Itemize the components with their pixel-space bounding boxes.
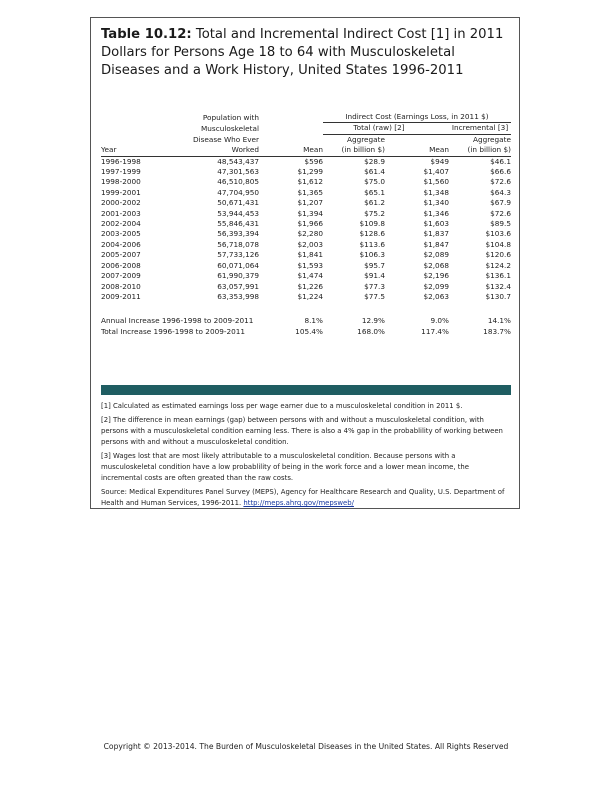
population-header-2: Musculoskeletal [201, 123, 259, 133]
header-row-3 [101, 134, 511, 145]
divider-band [101, 385, 511, 395]
copyright-footer: Copyright © 2013-2014. The Burden of Musculoskeletal Diseases in the United States. All Rights Reserved [103, 742, 509, 751]
population-cell: 50,671,431 [217, 198, 259, 208]
year-cell: 1999-2001 [101, 187, 141, 197]
total-aggregate-cell: $77.5 [364, 291, 385, 301]
footnote-1: [1] Calculated as estimated earnings loss per wage earner due to a musculoskeletal condition in 2011 $. [101, 402, 463, 410]
incremental-aggregate-cell: $103.6 [485, 229, 511, 239]
population-cell: 47,301,563 [217, 167, 259, 177]
incremental-header: Incremental [3] [449, 123, 511, 134]
population-cell: 57,733,126 [217, 250, 259, 260]
table-number: Table 10.12: [101, 27, 192, 42]
total-mean-cell: $1,365 [297, 187, 323, 197]
source-note [101, 487, 511, 509]
incremental-mean-cell: $949 [430, 156, 449, 166]
total-mean-header: Mean [259, 145, 323, 156]
year-cell: 1997-1999 [101, 167, 141, 177]
incremental-aggregate-cell: $124.2 [485, 260, 511, 270]
total-aggregate-cell: $61.4 [364, 167, 385, 177]
table-row [101, 271, 511, 281]
table-title [101, 26, 511, 80]
header-row-1 [101, 112, 511, 123]
total-mean-cell: $1,841 [297, 250, 323, 260]
total-aggregate-cell: $128.6 [359, 229, 385, 239]
year-cell: 1998-2000 [101, 177, 141, 187]
total-mean-cell: 105.4% [295, 326, 323, 336]
header-row-4 [101, 145, 511, 156]
table-row [101, 156, 511, 167]
summary-label: Annual Increase 1996-1998 to 2009-2011 [101, 316, 254, 326]
incremental-aggregate-header: Aggregate [472, 134, 511, 144]
population-cell: 48,543,437 [217, 156, 259, 166]
total-aggregate-cell: $77.3 [364, 281, 385, 291]
population-header-1: Population with [202, 112, 259, 122]
summary-row [101, 327, 511, 337]
total-mean-cell: $1,593 [297, 260, 323, 270]
incremental-aggregate-cell: $66.6 [490, 167, 511, 177]
total-mean-cell: $2,280 [297, 229, 323, 239]
table-row [101, 219, 511, 229]
total-aggregate-cell: $91.4 [364, 271, 385, 281]
incremental-mean-cell: $1,340 [423, 198, 449, 208]
table-row [101, 250, 511, 260]
total-aggregate-cell: $113.6 [359, 239, 385, 249]
population-cell: 63,353,998 [217, 291, 259, 301]
total-aggregate-header: Aggregate [346, 134, 385, 144]
year-cell: 2005-2007 [101, 250, 141, 260]
incremental-mean-cell: $1,407 [423, 167, 449, 177]
year-cell: 2001-2003 [101, 208, 141, 218]
total-mean-cell: $1,224 [297, 291, 323, 301]
incremental-in-billion-header: (in billion $) [449, 145, 511, 156]
total-aggregate-cell: $75.0 [364, 177, 385, 187]
total-aggregate-cell: $75.2 [364, 208, 385, 218]
footnotes [101, 401, 511, 512]
year-cell: 2002-2004 [101, 219, 141, 229]
table-row [101, 229, 511, 239]
total-mean-cell: 8.1% [304, 316, 323, 326]
indirect-cost-group-header: Indirect Cost (Earnings Loss, in 2011 $) [323, 112, 511, 123]
year-cell: 2007-2009 [101, 271, 141, 281]
meps-link[interactable]: http://meps.ahrq.gov/mepsweb/ [243, 499, 354, 508]
population-cell: 53,944,453 [217, 208, 259, 218]
year-cell: 2008-2010 [101, 281, 141, 291]
total-aggregate-cell: $109.8 [359, 219, 385, 229]
incremental-mean-cell: $1,348 [423, 187, 449, 197]
data-table [101, 112, 511, 337]
incremental-mean-cell: 117.4% [421, 326, 449, 336]
population-cell: 47,704,950 [217, 187, 259, 197]
incremental-mean-cell: $1,346 [423, 208, 449, 218]
total-in-billion-header: (in billion $) [323, 145, 385, 156]
summary-label: Total Increase 1996-1998 to 2009-2011 [101, 326, 246, 336]
population-cell: 63,057,991 [217, 281, 259, 291]
footnote-3: [3] Wages lost that are most likely attributable to a musculoskeletal condition. Because persons with a musculoskeletal condition have a low probablility of being in the work force and a lower mean income, the incremental costs are often greated than the raw costs. [101, 451, 470, 483]
incremental-aggregate-cell: $120.6 [485, 250, 511, 260]
table-panel [90, 17, 520, 509]
population-cell: 55,846,431 [217, 219, 259, 229]
incremental-mean-cell: 9.0% [430, 316, 449, 326]
summary-row [101, 316, 511, 326]
incremental-aggregate-cell: $136.1 [485, 271, 511, 281]
total-aggregate-cell: 12.9% [361, 316, 385, 326]
incremental-mean-cell: $1,560 [423, 177, 449, 187]
table-row [101, 282, 511, 292]
incremental-mean-cell: $2,089 [423, 250, 449, 260]
population-cell: 56,393,394 [217, 229, 259, 239]
year-cell: 1996-1998 [101, 156, 141, 166]
total-aggregate-cell: $61.2 [364, 198, 385, 208]
population-cell: 56,718,078 [217, 239, 259, 249]
incremental-aggregate-cell: $104.8 [485, 239, 511, 249]
incremental-mean-cell: $1,847 [423, 239, 449, 249]
total-aggregate-cell: $106.3 [359, 250, 385, 260]
total-aggregate-cell: $28.9 [364, 156, 385, 166]
year-header: Year [101, 145, 189, 156]
table-title-text: Total and Incremental Indirect Cost [1] in 2011 Dollars for Persons Age 18 to 64 with Musculoskeletal Diseases and a Work History, United States 1996-2011 [101, 27, 504, 78]
incremental-mean-cell: $2,063 [423, 291, 449, 301]
incremental-aggregate-cell: $72.6 [490, 208, 511, 218]
incremental-aggregate-cell: $89.5 [490, 219, 511, 229]
incremental-aggregate-cell: $67.9 [490, 198, 511, 208]
total-mean-cell: $596 [304, 156, 323, 166]
incremental-aggregate-cell: $72.6 [490, 177, 511, 187]
table-row [101, 261, 511, 271]
year-cell: 2006-2008 [101, 260, 141, 270]
total-mean-cell: $1,394 [297, 208, 323, 218]
total-mean-cell: $1,474 [297, 271, 323, 281]
table-row [101, 188, 511, 198]
header-row-2 [101, 123, 511, 134]
spacer-row [101, 302, 511, 316]
total-mean-cell: $1,966 [297, 219, 323, 229]
incremental-mean-cell: $2,068 [423, 260, 449, 270]
total-mean-cell: $1,612 [297, 177, 323, 187]
incremental-mean-header: Mean [385, 145, 449, 156]
incremental-aggregate-cell: $130.7 [485, 291, 511, 301]
population-cell: 60,071,064 [217, 260, 259, 270]
total-aggregate-cell: $65.1 [364, 187, 385, 197]
incremental-aggregate-cell: $46.1 [490, 156, 511, 166]
incremental-aggregate-cell: $64.3 [490, 187, 511, 197]
population-cell: 46,510,805 [217, 177, 259, 187]
incremental-mean-cell: $2,099 [423, 281, 449, 291]
table-row [101, 209, 511, 219]
incremental-mean-cell: $1,603 [423, 219, 449, 229]
population-header-3: Disease Who Ever [192, 134, 259, 144]
population-cell: 61,990,379 [217, 271, 259, 281]
total-mean-cell: $1,226 [297, 281, 323, 291]
source-text: Source: Medical Expenditures Panel Survey (MEPS), Agency for Healthcare Research and Quality, U.S. Department of Health and Human Services, 1996-2011. [101, 487, 505, 508]
table-row [101, 198, 511, 208]
total-aggregate-cell: $95.7 [364, 260, 385, 270]
total-mean-cell: $1,299 [297, 167, 323, 177]
total-raw-header: Total (raw) [2] [323, 123, 449, 134]
incremental-aggregate-cell: 183.7% [483, 326, 511, 336]
footnote-2: [2] The difference in mean earnings (gap) between persons with and without a musculoskeletal condition, with persons with a musculoskeletal condition earning less. There is also a 4% gap in the probablility of working between persons with and without a musculoskeletal condition. [101, 415, 503, 447]
total-mean-cell: $2,003 [297, 239, 323, 249]
total-aggregate-cell: 168.0% [357, 326, 385, 336]
incremental-aggregate-cell: $132.4 [485, 281, 511, 291]
incremental-mean-cell: $2,196 [423, 271, 449, 281]
incremental-aggregate-cell: 14.1% [487, 316, 511, 326]
incremental-mean-cell: $1,837 [423, 229, 449, 239]
total-mean-cell: $1,207 [297, 198, 323, 208]
year-cell: 2004-2006 [101, 239, 141, 249]
table-row [101, 167, 511, 177]
year-cell: 2009-2011 [101, 291, 141, 301]
table-row [101, 240, 511, 250]
population-header-4: Worked [189, 145, 259, 156]
table-row [101, 177, 511, 187]
year-cell: 2003-2005 [101, 229, 141, 239]
year-cell: 2000-2002 [101, 198, 141, 208]
table-row [101, 292, 511, 302]
